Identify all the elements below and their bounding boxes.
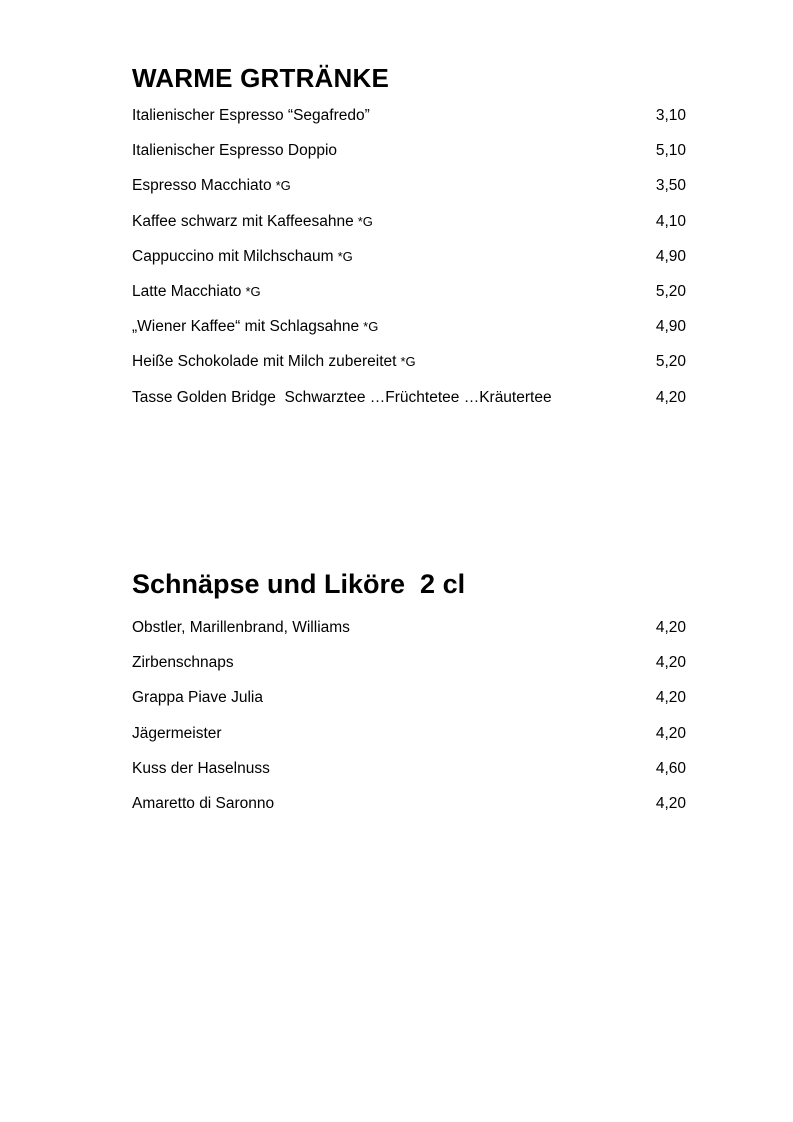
allergen-note: *G xyxy=(245,283,261,299)
menu-item xyxy=(132,344,686,379)
item-name: Cappuccino mit Milchschaum *G xyxy=(132,247,353,265)
menu-item xyxy=(132,239,686,274)
item-price: 4,60 xyxy=(655,759,686,777)
menu-item xyxy=(132,716,686,751)
item-price: 5,10 xyxy=(655,142,686,160)
section-heading: WARME GRTRÄNKE xyxy=(132,63,390,93)
menu-item xyxy=(132,309,686,344)
item-price: 4,90 xyxy=(655,247,686,265)
menu-item xyxy=(132,133,686,168)
item-name: Latte Macchiato *G xyxy=(132,282,261,300)
menu-item xyxy=(132,610,686,645)
section-spirits-liqueurs xyxy=(132,564,686,821)
item-price: 4,20 xyxy=(655,654,686,672)
menu-item xyxy=(132,751,686,786)
item-name: Espresso Macchiato *G xyxy=(132,177,291,195)
menu-item xyxy=(132,274,686,309)
menu-item xyxy=(132,98,686,133)
item-name: Grappa Piave Julia xyxy=(132,689,263,707)
item-price: 4,20 xyxy=(655,619,686,636)
item-price: 4,20 xyxy=(655,724,686,742)
menu-item xyxy=(132,168,686,203)
item-price: 4,90 xyxy=(655,318,686,336)
menu-item xyxy=(132,380,686,415)
item-name: Kaffee schwarz mit Kaffeesahne *G xyxy=(132,212,373,230)
item-name: Obstler, Marillenbrand, Williams xyxy=(132,619,350,636)
item-name: Zirbenschnaps xyxy=(132,654,234,672)
item-price: 3,10 xyxy=(655,107,686,124)
section-warm-drinks xyxy=(132,58,686,415)
item-name: Kuss der Haselnuss xyxy=(132,759,270,777)
item-price: 4,10 xyxy=(655,212,686,230)
allergen-note: *G xyxy=(275,178,291,194)
item-price: 4,20 xyxy=(655,689,686,707)
item-price: 3,50 xyxy=(655,177,686,195)
item-price: 4,20 xyxy=(655,388,686,406)
item-name: Amaretto di Saronno xyxy=(132,794,275,812)
menu-item xyxy=(132,786,686,821)
allergen-note: *G xyxy=(363,319,379,335)
menu-item xyxy=(132,645,686,680)
item-price: 5,20 xyxy=(655,353,686,371)
allergen-note: *G xyxy=(357,213,373,229)
menu-item xyxy=(132,680,686,715)
menu-item-list xyxy=(132,610,686,821)
menu-item-list xyxy=(132,98,686,415)
item-name: Jägermeister xyxy=(132,724,222,742)
allergen-note: *G xyxy=(337,248,353,264)
menu-item xyxy=(132,204,686,239)
item-name: Italienischer Espresso Doppio xyxy=(132,142,338,160)
section-heading: Schnäpse und Liköre 2 cl xyxy=(132,569,466,599)
item-name: Italienischer Espresso “Segafredo” xyxy=(132,107,370,124)
item-name: „Wiener Kaffee“ mit Schlagsahne *G xyxy=(132,318,379,336)
item-price: 5,20 xyxy=(655,282,686,300)
item-name: Heiße Schokolade mit Milch zubereitet *G xyxy=(132,353,416,371)
item-name: Tasse Golden Bridge Schwarztee …Früchtetee …Kräutertee xyxy=(132,388,552,406)
allergen-note: *G xyxy=(400,354,416,370)
item-price: 4,20 xyxy=(655,794,686,812)
